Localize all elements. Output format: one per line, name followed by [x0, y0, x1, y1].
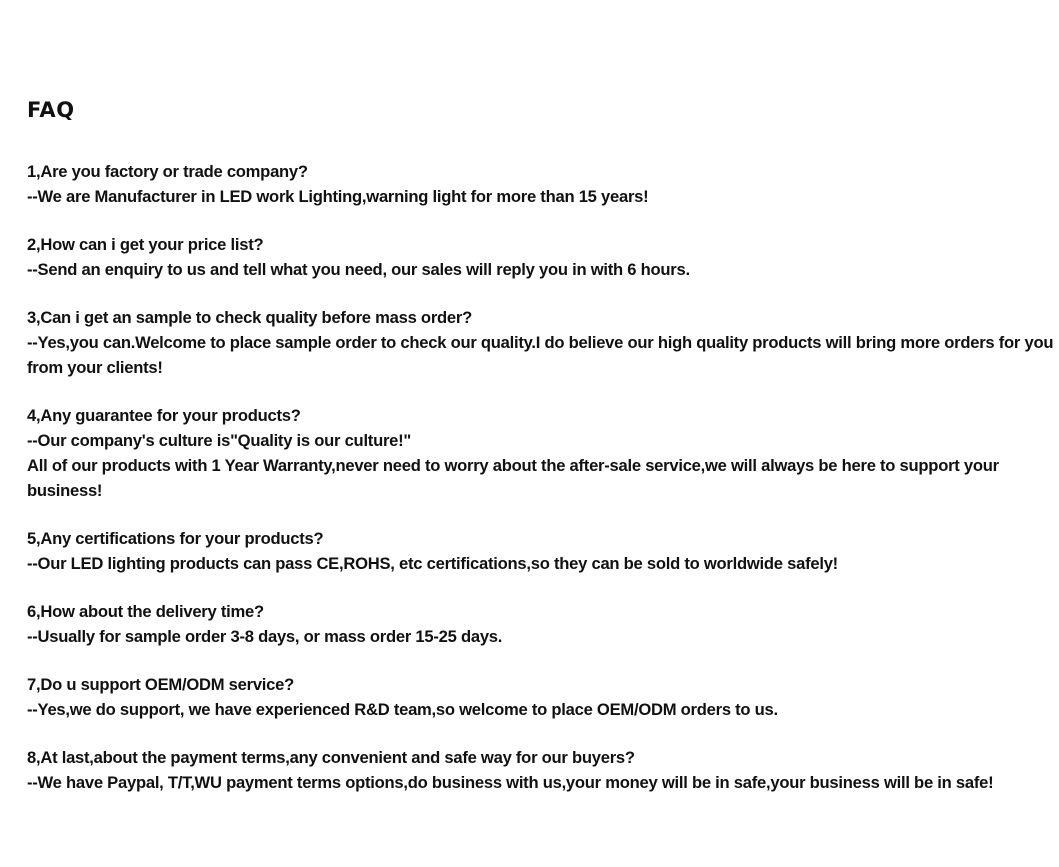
faq-item-5 — [27, 526, 1059, 576]
faq-item-4 — [27, 403, 1059, 503]
faq-answer: --Our company's culture is"Quality is our culture!" — [27, 431, 412, 450]
faq-question: 2,How can i get your price list? — [27, 235, 264, 254]
faq-question: 7,Do u support OEM/ODM service? — [27, 675, 295, 694]
faq-title: FAQ — [27, 98, 75, 122]
faq-answer-continued: All of our products with 1 Year Warranty,never need to worry about the after-sale service,we will always be here to support your business! — [27, 456, 1004, 500]
faq-item-2 — [27, 232, 1059, 282]
faq-list — [27, 159, 1059, 818]
faq-question: 4,Any guarantee for your products? — [27, 406, 301, 425]
faq-item-3 — [27, 305, 1059, 380]
faq-answer: --We have Paypal, T/T,WU payment terms options,do business with us,your money will be in safe,your business will be in safe! — [27, 773, 994, 792]
faq-item-1 — [27, 159, 1059, 209]
faq-question: 3,Can i get an sample to check quality before mass order? — [27, 308, 472, 327]
faq-item-8 — [27, 745, 1059, 795]
faq-question: 5,Any certifications for your products? — [27, 529, 324, 548]
faq-answer: --We are Manufacturer in LED work Lighting,warning light for more than 15 years! — [27, 187, 649, 206]
faq-question: 1,Are you factory or trade company? — [27, 162, 308, 181]
faq-answer: --Send an enquiry to us and tell what you need, our sales will reply you in with 6 hours. — [27, 260, 690, 279]
faq-item-6 — [27, 599, 1059, 649]
faq-answer: --Yes,you can.Welcome to place sample order to check our quality.I do believe our high quality products will bring more orders for you from your clients! — [27, 333, 1058, 377]
faq-answer: --Usually for sample order 3-8 days, or mass order 15-25 days. — [27, 627, 503, 646]
faq-question: 8,At last,about the payment terms,any convenient and safe way for our buyers? — [27, 748, 635, 767]
faq-question: 6,How about the delivery time? — [27, 602, 264, 621]
faq-item-7 — [27, 672, 1059, 722]
faq-answer: --Yes,we do support, we have experienced R&D team,so welcome to place OEM/ODM orders to us. — [27, 700, 778, 719]
faq-answer: --Our LED lighting products can pass CE,ROHS, etc certifications,so they can be sold to worldwide safely! — [27, 554, 838, 573]
